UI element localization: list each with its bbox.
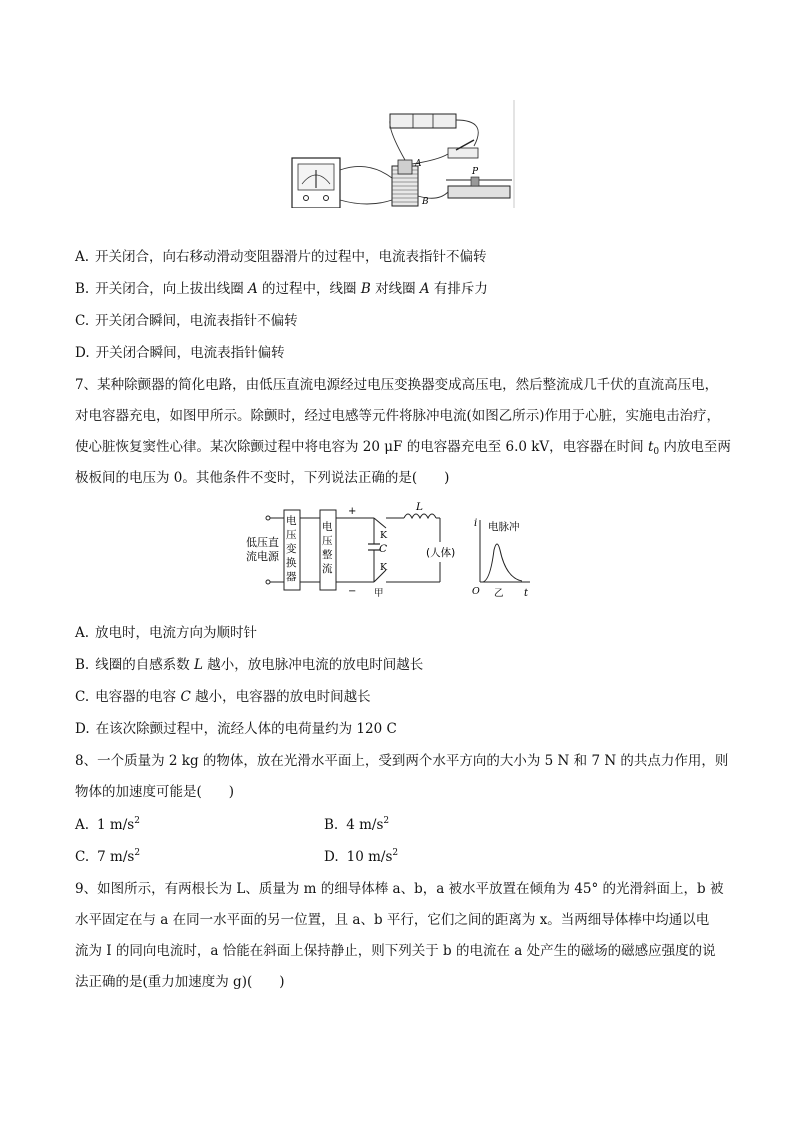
- svg-text:t: t: [524, 588, 529, 599]
- q9-stem-line-4: 法正确的是(重力加速度为 g)( ): [75, 974, 285, 990]
- svg-text:流: 流: [322, 563, 333, 575]
- q8-option-a: A. 1 $m/s^2$: [75, 816, 140, 833]
- q6-option-a: A. 开关闭合，向右移动滑动变阻器滑片的过程中，电流表指针不偏转: [75, 249, 487, 265]
- defibrillator-figure: [242, 500, 532, 600]
- q7-option-b: B. 线圈的自感系数 L 越小，放电脉冲电流的放电时间越长: [75, 657, 424, 673]
- svg-text:O: O: [472, 586, 480, 597]
- svg-text:K: K: [380, 530, 388, 541]
- q9-stem-line-1: 9、如图所示，有两根长为 L、质量为 m 的细导体棒 a、b，a 被水平放置在倾角为 45° 的光滑斜面上，b 被: [75, 881, 724, 897]
- q7-stem-line-1: 7、某种除颤器的简化电路，由低压直流电源经过电压变换器变成高压电，然后整流成几千伏的直流高压电，: [75, 377, 719, 393]
- svg-text:压: 压: [322, 535, 333, 547]
- q8-option-b: B. 4 $m/s^2$: [324, 816, 390, 833]
- source-label-1: 低压直: [246, 536, 279, 549]
- svg-text:−: −: [348, 586, 357, 597]
- svg-text:变: 变: [286, 543, 297, 555]
- svg-text:电: 电: [286, 515, 297, 527]
- svg-text:L: L: [416, 501, 423, 513]
- svg-text:K: K: [380, 562, 388, 573]
- svg-text:+: +: [348, 506, 357, 517]
- svg-text:电: 电: [322, 521, 333, 533]
- q6-option-d: D. 开关闭合瞬间，电流表指针偏转: [75, 345, 285, 361]
- svg-text:乙: 乙: [494, 588, 504, 599]
- q7-stem-line-3: 使心脏恢复窦性心律。某次除颤过程中将电容为 20 μF 的电容器充电至 6.0 kV，电容器在时间 $t_0$ 内放电至两: [75, 439, 731, 457]
- svg-text:电脉冲: 电脉冲: [488, 521, 520, 533]
- q8-option-d: D. 10 $m/s^2$: [324, 848, 399, 865]
- q7-stem-line-2: 对电容器充电，如图甲所示。除颤时，经过电感等元件将脉冲电流(如图乙所示)作用于心脏，实施电击治疗，: [75, 408, 721, 424]
- svg-text:整: 整: [322, 549, 333, 561]
- q7-stem-line-4: 极板间的电压为 0。其他条件不变时，下列说法正确的是( ): [75, 470, 450, 486]
- svg-text:(人体): (人体): [426, 547, 456, 559]
- q6-option-b: B. 开关闭合，向上拔出线圈 A 的过程中，线圈 B 对线圈 A 有排斥力: [75, 281, 488, 297]
- svg-text:甲: 甲: [374, 588, 384, 599]
- label-coil-B: B: [422, 197, 429, 207]
- svg-text:i: i: [474, 518, 478, 529]
- source-label-2: 流电源: [246, 550, 279, 563]
- label-coil-A: A: [415, 159, 422, 169]
- apparatus-figure: [288, 100, 520, 208]
- q7-option-d: D. 在该次除颤过程中，流经人体的电荷量约为 120 C: [75, 721, 397, 737]
- q9-stem-line-2: 水平固定在与 a 在同一水平面的另一位置，且 a、b 平行，它们之间的距离为 x。当两细导体棒中均通以电: [75, 912, 710, 928]
- q6-option-c: C. 开关闭合瞬间，电流表指针不偏转: [75, 313, 298, 329]
- svg-text:换: 换: [286, 557, 297, 569]
- q8-stem-line-2: 物体的加速度可能是( ): [75, 784, 235, 800]
- svg-text:器: 器: [286, 571, 297, 583]
- q9-stem-line-3: 流为 I 的同向电流时，a 恰能在斜面上保持静止，则下列关于 b 的电流在 a 处产生的磁场的磁感应强度的说: [75, 943, 716, 959]
- svg-text:C: C: [379, 543, 388, 555]
- label-slider-P: P: [472, 167, 479, 177]
- q8-option-c: C. 7 $m/s^2$: [75, 848, 141, 865]
- q8-stem-line-1: 8、一个质量为 2 kg 的物体，放在光滑水平面上，受到两个水平方向的大小为 5 N 和 7 N 的共点力作用，则: [75, 753, 729, 769]
- q7-option-a: A. 放电时，电流方向为顺时针: [75, 625, 258, 641]
- svg-text:压: 压: [286, 529, 297, 541]
- q7-option-c: C. 电容器的电容 C 越小，电容器的放电时间越长: [75, 689, 371, 705]
